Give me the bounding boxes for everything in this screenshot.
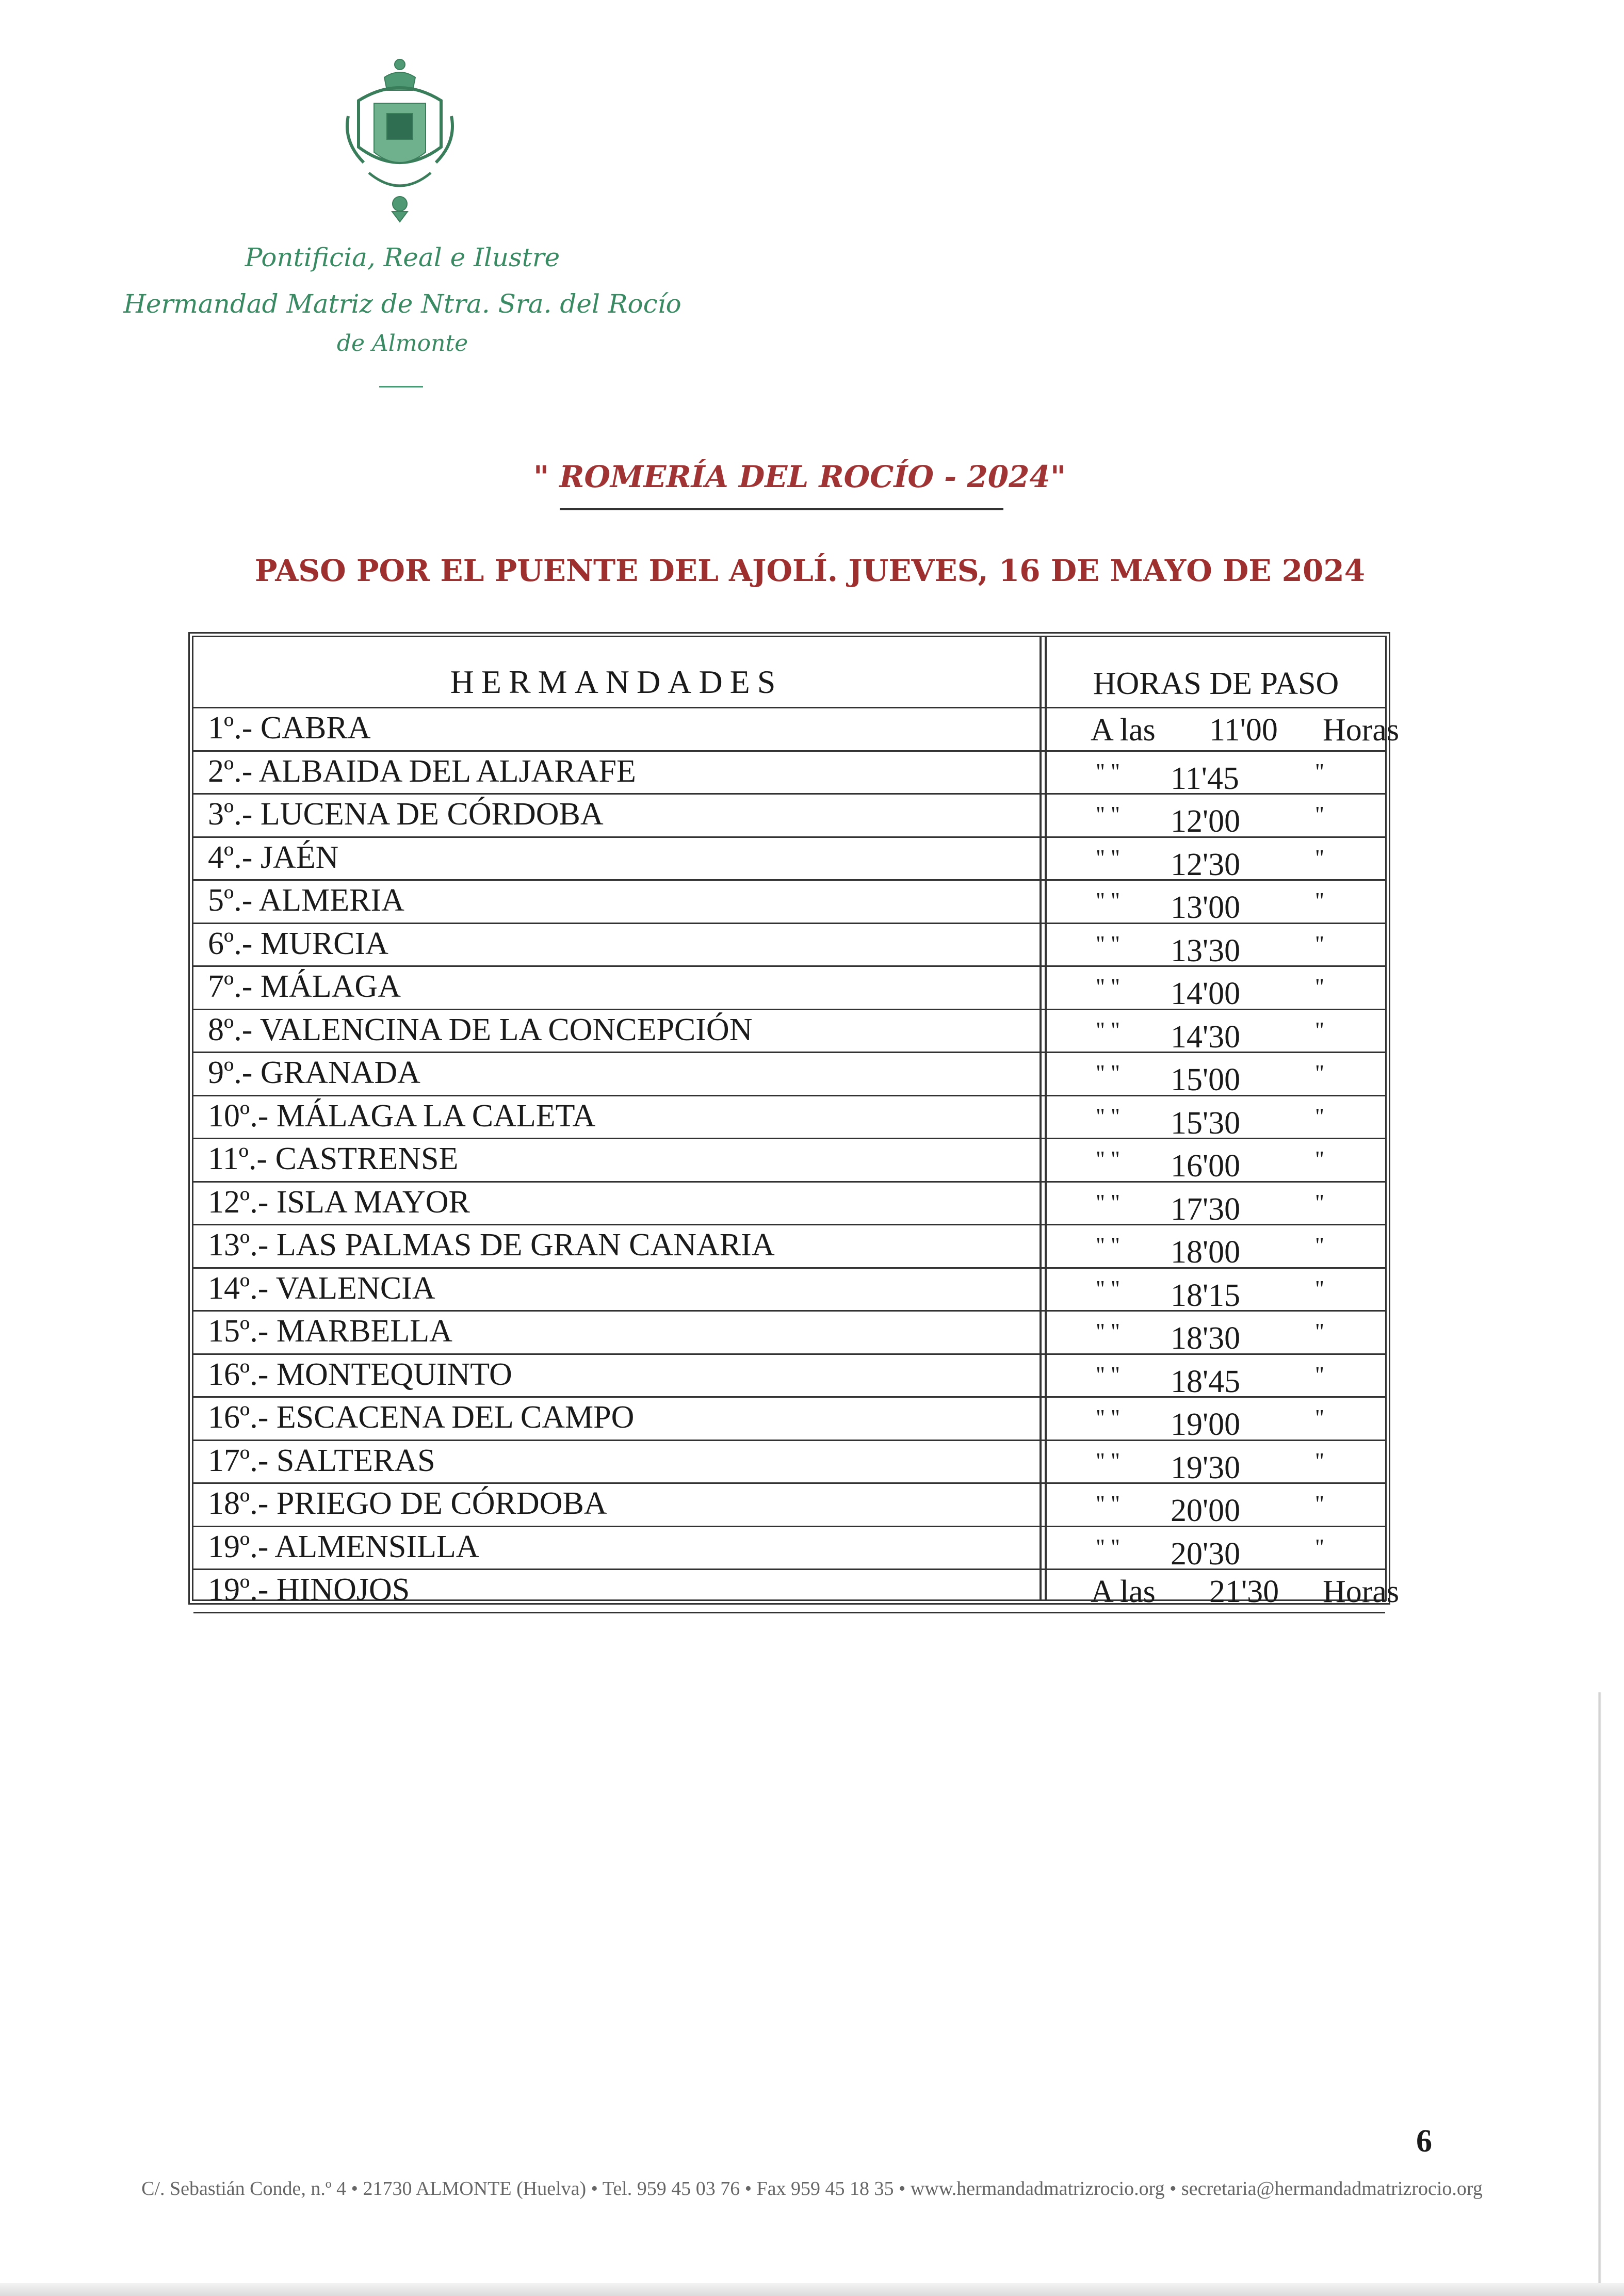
time-value: 20'00 bbox=[1171, 1493, 1241, 1528]
hermandad-name: 9º.- GRANADA bbox=[208, 1055, 420, 1090]
hermandad-name: 19º.- HINOJOS bbox=[208, 1572, 410, 1607]
time-value: 20'30 bbox=[1171, 1536, 1241, 1572]
hermandad-name: 12º.- ISLA MAYOR bbox=[208, 1184, 470, 1220]
time-suffix: " bbox=[1315, 1275, 1324, 1301]
time-value: 18'15 bbox=[1171, 1278, 1241, 1313]
hermandad-name: 16º.- MONTEQUINTO bbox=[208, 1356, 512, 1392]
hermandad-name: 2º.- ALBAIDA DEL ALJARAFE bbox=[208, 753, 636, 789]
hermandad-name: 5º.- ALMERIA bbox=[208, 883, 404, 918]
time-value: 11'45 bbox=[1171, 761, 1239, 796]
header-horas-de-paso: HORAS DE PASO bbox=[1093, 666, 1339, 701]
time-suffix: Horas bbox=[1323, 713, 1400, 748]
page-edge-bottom bbox=[0, 2283, 1624, 2296]
hermandad-name: 15º.- MARBELLA bbox=[208, 1314, 452, 1349]
time-suffix: " bbox=[1315, 1491, 1324, 1516]
time-suffix: " bbox=[1315, 1362, 1324, 1387]
column-separator bbox=[1040, 637, 1047, 1599]
document-title: " ROMERÍA DEL ROCÍO - 2024" bbox=[533, 459, 1066, 494]
hermandad-name: 13º.- LAS PALMAS DE GRAN CANARIA bbox=[208, 1227, 775, 1263]
time-value: 18'00 bbox=[1171, 1235, 1241, 1270]
row-divider bbox=[193, 1181, 1385, 1183]
page-edge-right bbox=[1598, 1692, 1601, 2296]
time-suffix: " bbox=[1315, 1405, 1324, 1430]
time-value: 16'00 bbox=[1171, 1149, 1241, 1184]
time-value: 14'00 bbox=[1171, 976, 1241, 1011]
letterhead-divider bbox=[379, 386, 423, 387]
crest-emblem-icon bbox=[338, 54, 462, 224]
hermandad-name: 7º.- MÁLAGA bbox=[208, 969, 401, 1004]
letterhead-line-3: de Almonte bbox=[336, 330, 468, 357]
time-value: 13'00 bbox=[1171, 890, 1241, 925]
time-prefix: " " bbox=[1096, 974, 1120, 999]
time-suffix: " bbox=[1315, 888, 1324, 913]
time-suffix: Horas bbox=[1323, 1574, 1400, 1609]
time-value: 11'00 bbox=[1209, 713, 1278, 748]
footer-address: C/. Sebastián Conde, n.º 4 • 21730 ALMONTE (Huelva) • Tel. 959 45 03 76 • Fax 959 45 18 35 • www.hermandadmatrizrocio.org • secretaria@hermandadmatrizrocio.org bbox=[141, 2178, 1483, 2200]
time-value: 19'30 bbox=[1171, 1450, 1241, 1485]
time-prefix: " " bbox=[1096, 1534, 1120, 1560]
time-suffix: " bbox=[1315, 974, 1324, 999]
time-suffix: " bbox=[1315, 845, 1324, 870]
row-divider bbox=[193, 1052, 1385, 1053]
hermandad-name: 19º.- ALMENSILLA bbox=[208, 1529, 479, 1564]
row-divider bbox=[193, 923, 1385, 924]
hermandad-name: 6º.- MURCIA bbox=[208, 926, 388, 961]
row-divider bbox=[193, 1353, 1385, 1355]
hermandad-name: 1º.- CABRA bbox=[208, 710, 371, 746]
time-value: 17'30 bbox=[1171, 1191, 1241, 1227]
time-prefix: " " bbox=[1096, 1491, 1120, 1516]
time-value: 18'30 bbox=[1171, 1321, 1241, 1356]
hermandad-name: 18º.- PRIEGO DE CÓRDOBA bbox=[208, 1486, 607, 1521]
row-divider bbox=[193, 1569, 1385, 1570]
hermandad-name: 8º.- VALENCINA DE LA CONCEPCIÓN bbox=[208, 1012, 753, 1047]
time-value: 19'00 bbox=[1171, 1407, 1241, 1442]
time-prefix: " " bbox=[1096, 1448, 1120, 1474]
time-value: 15'00 bbox=[1171, 1062, 1241, 1097]
time-prefix: " " bbox=[1096, 1146, 1120, 1172]
time-suffix: " bbox=[1315, 1233, 1324, 1258]
time-prefix: " " bbox=[1096, 888, 1120, 913]
time-suffix: " bbox=[1315, 1103, 1324, 1129]
time-value: 21'30 bbox=[1209, 1574, 1279, 1609]
time-prefix: " " bbox=[1096, 1017, 1120, 1043]
row-divider bbox=[193, 793, 1385, 795]
letterhead-line-2: Hermandad Matriz de Ntra. Sra. del Rocío bbox=[123, 289, 681, 319]
time-suffix: " bbox=[1315, 1189, 1324, 1215]
time-prefix: " " bbox=[1096, 931, 1120, 957]
schedule-table bbox=[188, 632, 1400, 1609]
time-value: 13'30 bbox=[1171, 933, 1241, 968]
time-suffix: " bbox=[1315, 1017, 1324, 1043]
row-divider bbox=[193, 1482, 1385, 1484]
time-suffix: " bbox=[1315, 1146, 1324, 1172]
time-prefix: A las bbox=[1091, 713, 1156, 748]
time-suffix: " bbox=[1315, 1319, 1324, 1344]
title-underline bbox=[560, 508, 1003, 510]
time-value: 12'00 bbox=[1171, 804, 1241, 839]
time-value: 15'30 bbox=[1171, 1105, 1241, 1141]
row-divider bbox=[193, 1526, 1385, 1527]
hermandad-name: 4º.- JAÉN bbox=[208, 839, 339, 875]
row-divider bbox=[193, 836, 1385, 838]
row-divider bbox=[193, 1138, 1385, 1139]
row-divider bbox=[193, 1440, 1385, 1441]
time-suffix: " bbox=[1315, 1060, 1324, 1086]
time-prefix: " " bbox=[1096, 1405, 1120, 1430]
row-divider bbox=[193, 965, 1385, 967]
row-divider bbox=[193, 1396, 1385, 1398]
time-prefix: " " bbox=[1096, 1060, 1120, 1086]
time-value: 14'30 bbox=[1171, 1019, 1241, 1055]
document-subtitle: PASO POR EL PUENTE DEL AJOLÍ. JUEVES, 16 DE MAYO DE 2024 bbox=[254, 553, 1366, 588]
time-prefix: " " bbox=[1096, 1319, 1120, 1344]
time-suffix: " bbox=[1315, 758, 1324, 784]
row-divider bbox=[193, 750, 1385, 752]
time-prefix: " " bbox=[1096, 1103, 1120, 1129]
time-suffix: " bbox=[1315, 802, 1324, 827]
row-divider bbox=[193, 1310, 1385, 1312]
row-divider bbox=[193, 879, 1385, 881]
hermandad-name: 14º.- VALENCIA bbox=[208, 1270, 435, 1306]
time-suffix: " bbox=[1315, 931, 1324, 957]
row-divider bbox=[193, 707, 1385, 708]
hermandad-name: 17º.- SALTERAS bbox=[208, 1443, 435, 1478]
time-prefix: " " bbox=[1096, 1362, 1120, 1387]
row-divider bbox=[193, 1224, 1385, 1225]
time-value: 18'45 bbox=[1171, 1364, 1241, 1399]
time-prefix: " " bbox=[1096, 1233, 1120, 1258]
time-value: 12'30 bbox=[1171, 847, 1241, 882]
hermandad-name: 3º.- LUCENA DE CÓRDOBA bbox=[208, 797, 604, 832]
time-suffix: " bbox=[1315, 1534, 1324, 1560]
header-hermandades: HERMANDADES bbox=[450, 664, 783, 700]
row-divider bbox=[193, 1612, 1385, 1613]
time-suffix: " bbox=[1315, 1448, 1324, 1474]
time-prefix: " " bbox=[1096, 802, 1120, 827]
time-prefix: " " bbox=[1096, 845, 1120, 870]
time-prefix: " " bbox=[1096, 758, 1120, 784]
row-divider bbox=[193, 1095, 1385, 1096]
time-prefix: A las bbox=[1091, 1574, 1156, 1609]
letterhead-line-1: Pontificia, Real e Ilustre bbox=[245, 242, 560, 272]
hermandad-name: 11º.- CASTRENSE bbox=[208, 1141, 459, 1176]
hermandad-name: 10º.- MÁLAGA LA CALETA bbox=[208, 1098, 596, 1134]
time-prefix: " " bbox=[1096, 1189, 1120, 1215]
hermandad-name: 16º.- ESCACENA DEL CAMPO bbox=[208, 1400, 635, 1435]
time-prefix: " " bbox=[1096, 1275, 1120, 1301]
row-divider bbox=[193, 1267, 1385, 1269]
row-divider bbox=[193, 1009, 1385, 1010]
page-number: 6 bbox=[1416, 2124, 1432, 2159]
